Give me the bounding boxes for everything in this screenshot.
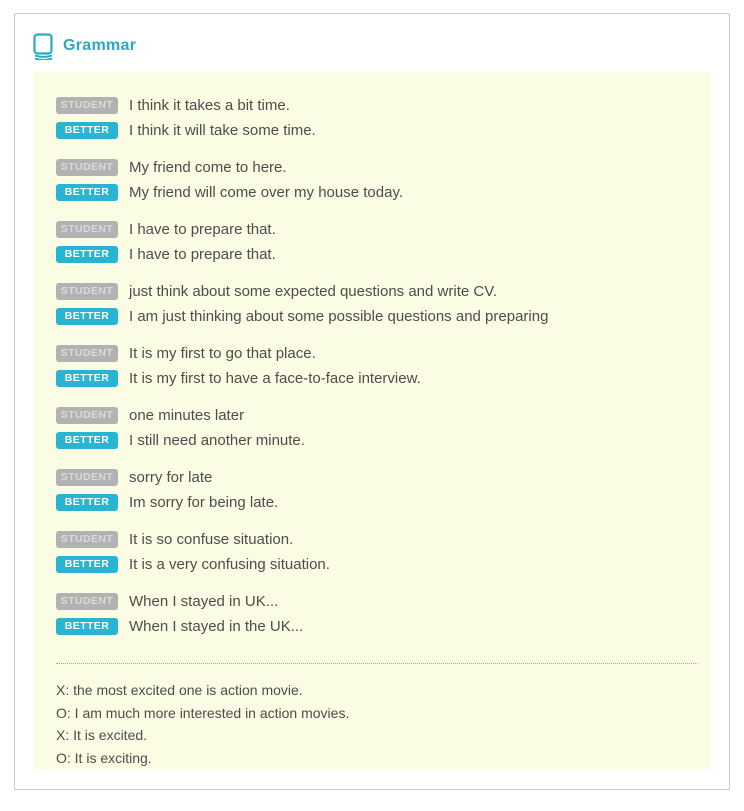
better-sentence: Im sorry for being late. — [129, 493, 279, 511]
student-badge: STUDENT — [56, 283, 118, 300]
better-badge: BETTER — [56, 494, 118, 511]
better-badge: BETTER — [56, 308, 118, 325]
student-row — [56, 217, 698, 241]
better-sentence: My friend will come over my house today. — [129, 183, 403, 201]
student-row — [56, 589, 698, 613]
dotted-divider — [56, 663, 698, 664]
note-line: X: the most excited one is action movie. — [56, 682, 303, 698]
student-row — [56, 279, 698, 303]
note-line: O: It is exciting. — [56, 749, 152, 766]
student-badge: STUDENT — [56, 97, 118, 114]
content-panel — [33, 72, 711, 769]
student-sentence: one minutes later — [129, 406, 245, 424]
better-sentence: I still need another minute. — [129, 431, 305, 449]
student-sentence: just think about some expected questions and write CV. — [129, 282, 497, 300]
student-row — [56, 403, 698, 427]
page-title: Grammar — [63, 37, 137, 54]
better-row — [56, 304, 698, 328]
correction-pair — [56, 341, 698, 390]
better-badge: BETTER — [56, 246, 118, 263]
student-badge: STUDENT — [56, 159, 118, 176]
better-row — [56, 614, 698, 638]
better-badge: BETTER — [56, 432, 118, 449]
student-sentence: I think it takes a bit time. — [129, 96, 290, 114]
note-line: X: It is excited. — [56, 727, 148, 743]
better-row — [56, 180, 698, 204]
better-row — [56, 490, 698, 514]
better-sentence: I have to prepare that. — [129, 245, 276, 263]
student-sentence: sorry for late — [129, 468, 213, 486]
correction-pair — [56, 93, 698, 142]
note-line: O: I am much more interested in action movies. — [56, 704, 350, 721]
better-badge: BETTER — [56, 618, 118, 635]
student-badge: STUDENT — [56, 593, 118, 610]
student-badge: STUDENT — [56, 345, 118, 362]
better-sentence: I think it will take some time. — [129, 121, 316, 139]
better-sentence: I am just thinking about some possible questions and preparing — [129, 307, 549, 325]
better-badge: BETTER — [56, 556, 118, 573]
student-sentence: I have to prepare that. — [129, 220, 276, 238]
better-badge: BETTER — [56, 122, 118, 139]
student-badge: STUDENT — [56, 221, 118, 238]
better-row — [56, 242, 698, 266]
student-sentence: My friend come to here. — [129, 158, 287, 176]
student-badge: STUDENT — [56, 469, 118, 486]
student-badge: STUDENT — [56, 407, 118, 424]
correction-pair — [56, 155, 698, 204]
better-badge: BETTER — [56, 184, 118, 201]
student-sentence: When I stayed in UK... — [129, 592, 279, 610]
better-sentence: When I stayed in the UK... — [129, 617, 304, 635]
better-sentence: It is my first to have a face-to-face interview. — [129, 369, 421, 387]
better-badge: BETTER — [56, 370, 118, 387]
correction-pair — [56, 589, 698, 638]
page-container — [14, 13, 730, 790]
student-row — [56, 465, 698, 489]
student-row — [56, 93, 698, 117]
student-badge: STUDENT — [56, 531, 118, 548]
correction-pair — [56, 527, 698, 576]
better-row — [56, 552, 698, 576]
student-row — [56, 341, 698, 365]
correction-pair — [56, 465, 698, 514]
student-row — [56, 155, 698, 179]
better-sentence: It is a very confusing situation. — [129, 555, 330, 573]
student-sentence: It is so confuse situation. — [129, 530, 294, 548]
correction-pair — [56, 217, 698, 266]
student-row — [56, 527, 698, 551]
student-sentence: It is my first to go that place. — [129, 344, 316, 362]
better-row — [56, 118, 698, 142]
better-row — [56, 428, 698, 452]
correction-pair — [56, 279, 698, 328]
grammar-header — [33, 32, 136, 60]
book-icon — [33, 33, 54, 60]
notes-section — [56, 677, 698, 769]
better-row — [56, 366, 698, 390]
correction-pair — [56, 403, 698, 452]
